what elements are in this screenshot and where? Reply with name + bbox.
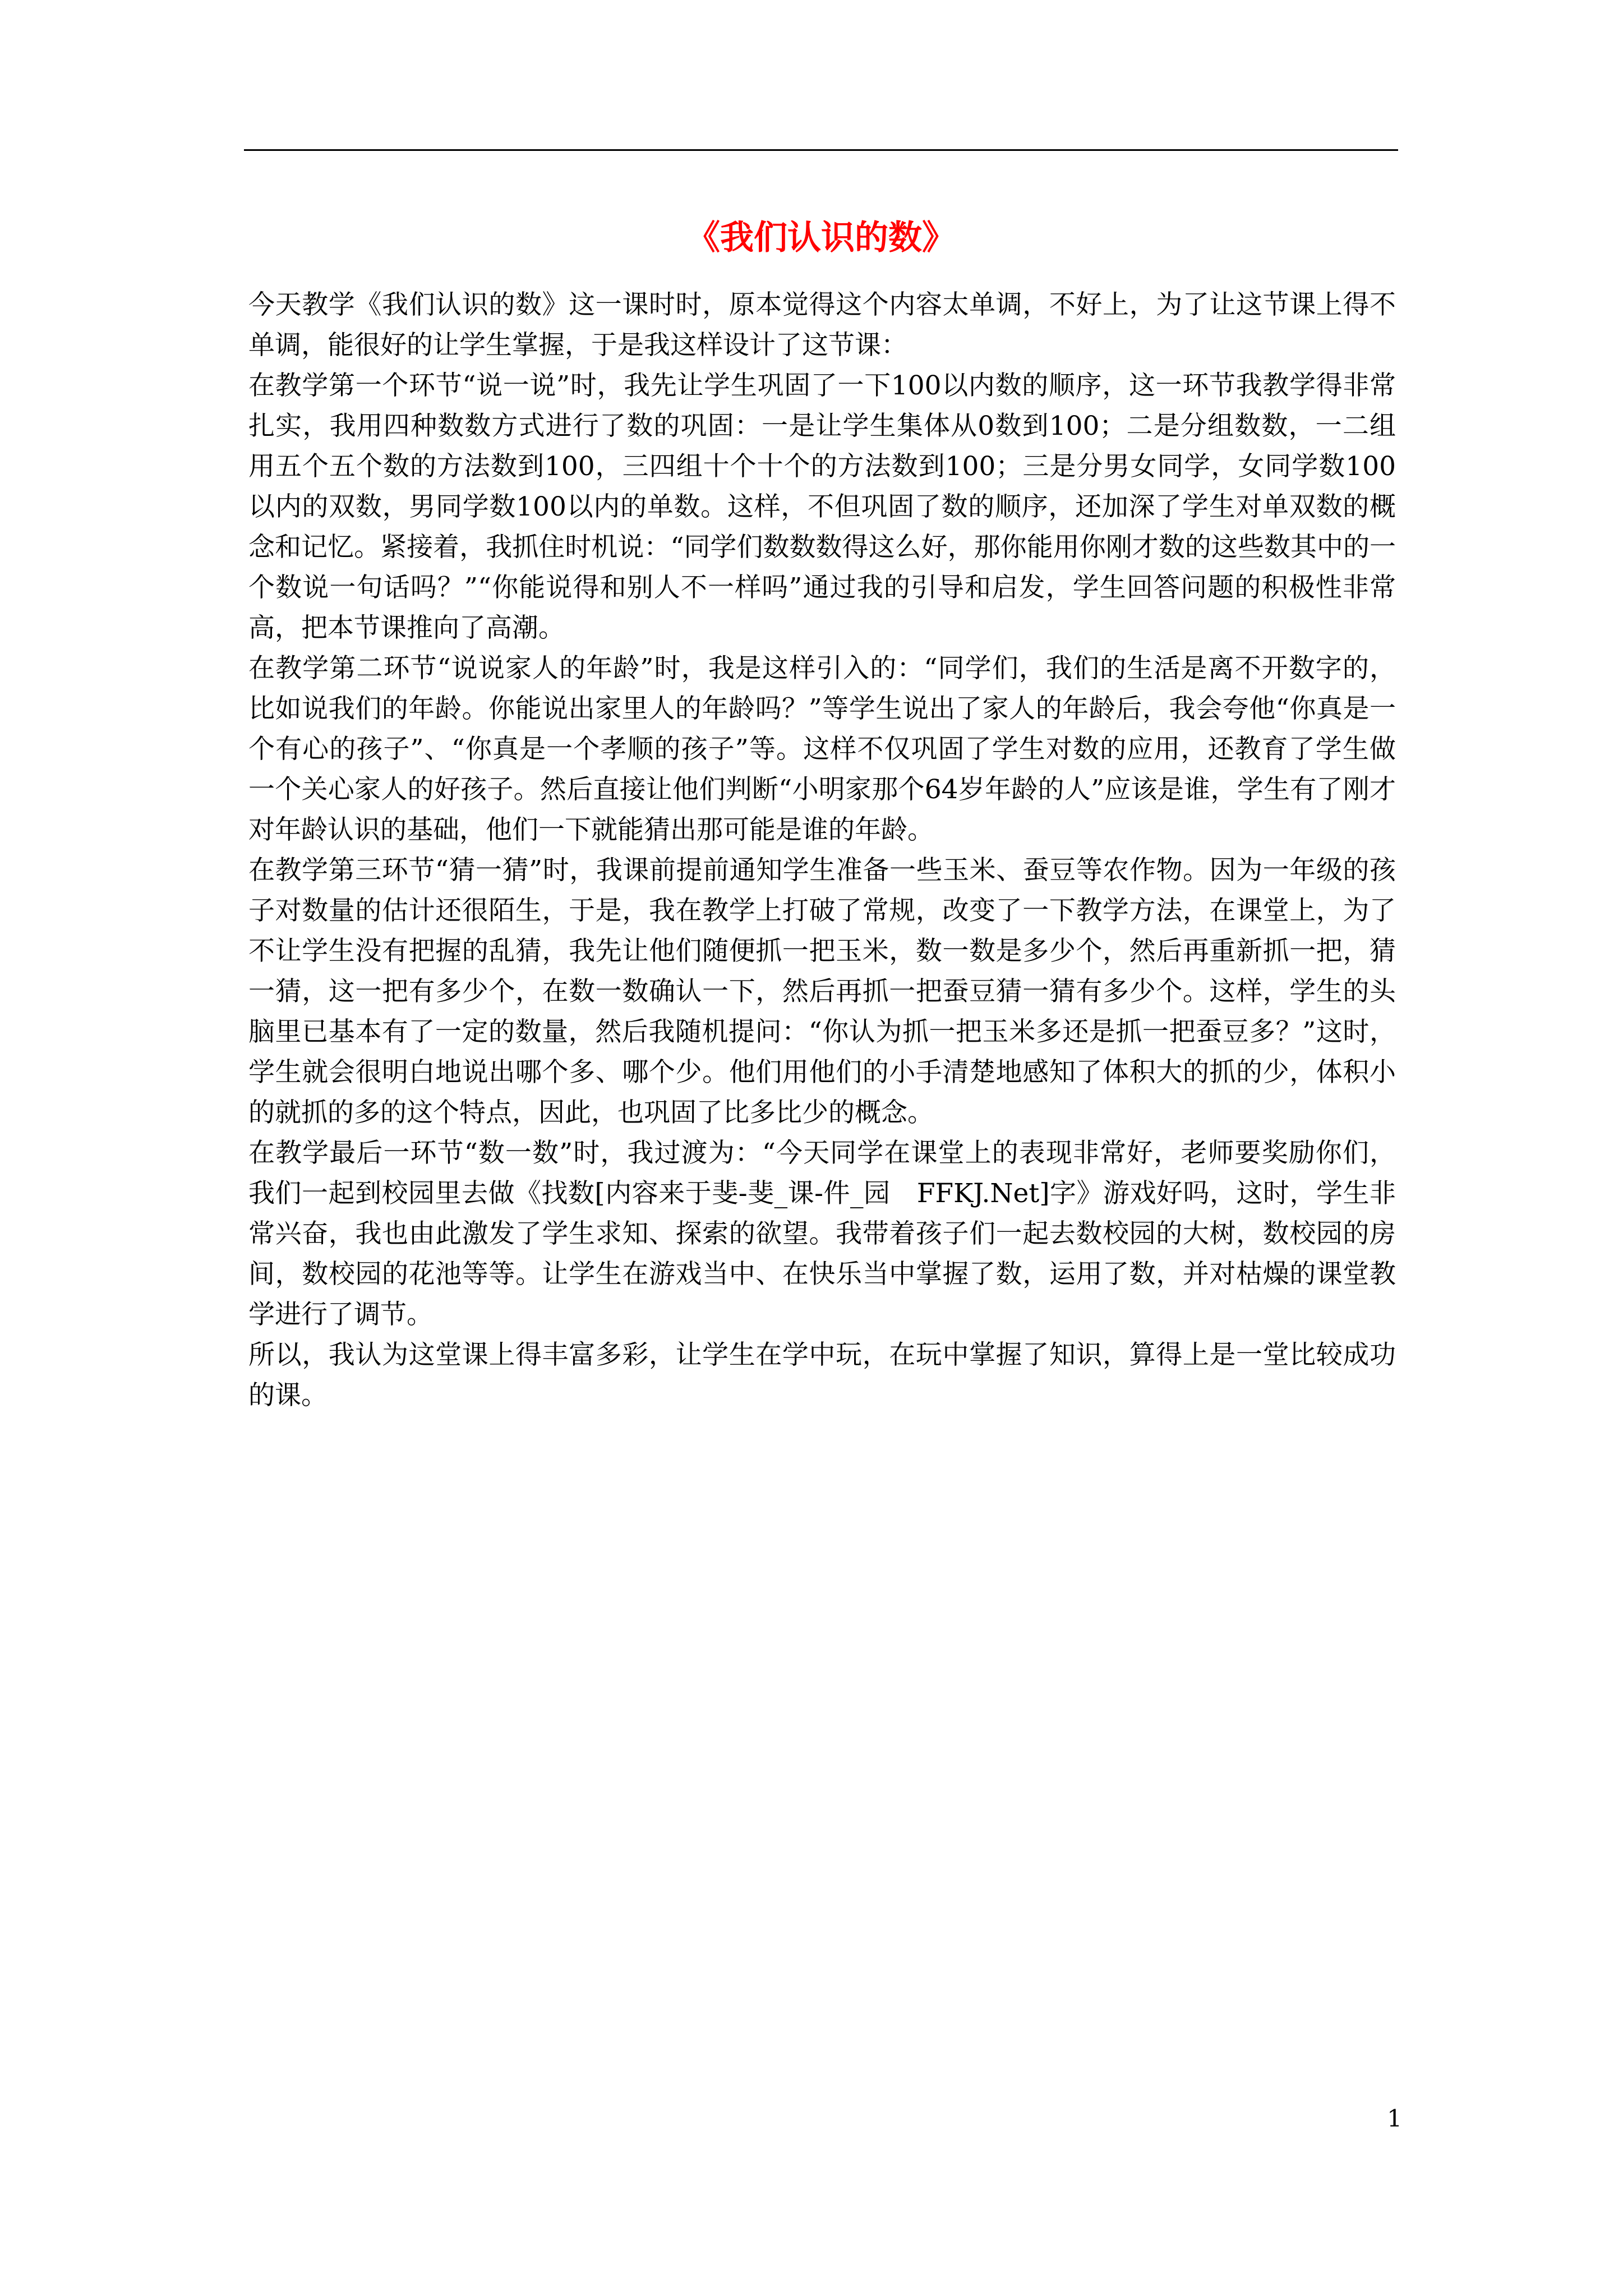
page-number: 1: [1387, 2105, 1402, 2132]
document-body: [248, 285, 1396, 1416]
header-rule: [244, 149, 1398, 151]
paragraph-section-three: 在教学第三环节“猜一猜”时，我课前提前通知学生准备一些玉米、蚕豆等农作物。因为一年级的孩子对数量的估计还很陌生，于是，我在教学上打破了常规，改变了一下教学方法，在课堂上，为了不让学生没有把握的乱猜，我先让他们随便抓一把玉米，数一数是多少个，然后再重新抓一把，猜一猜，这一把有多少个，在数一数确认一下，然后再抓一把蚕豆猜一猜有多少个。这样，学生的头脑里已基本有了一定的数量，然后我随机提问：“你认为抓一把玉米多还是抓一把蚕豆多？”这时，学生就会很明白地说出哪个多、哪个少。他们用他们的小手清楚地感知了体积大的抓的少，体积小的就抓的多的这个特点，因此，也巩固了比多比少的概念。: [248, 855, 1396, 1128]
paragraph-section-four: 在教学最后一环节“数一数”时，我过渡为：“今天同学在课堂上的表现非常好，老师要奖励你们，我们一起到校园里去做《找数[内容来于斐-斐_课-件_园 FFKJ.Net]字》游戏好吗，这时，学生非常兴奋，我也由此激发了学生求知、探索的欲望。我带着孩子们一起去数校园的大树，数校园的房间，数校园的花池等等。让学生在游戏当中、在快乐当中掌握了数，运用了数，并对枯燥的课堂教学进行了调节。: [248, 1138, 1396, 1330]
paragraph-section-one: 在教学第一个环节“说一说”时，我先让学生巩固了一下100以内数的顺序，这一环节我教学得非常扎实，我用四种数数方式进行了数的巩固：一是让学生集体从0数到100；二是分组数数，一二组用五个五个数的方法数到100，三四组十个十个的方法数到100；三是分男女同学，女同学数100以内的双数，男同学数100以内的单数。这样，不但巩固了数的顺序，还加深了学生对单双数的概念和记忆。紧接着，我抓住时机说：“同学们数数数得这么好，那你能用你刚才数的这些数其中的一个数说一句话吗？”“你能说得和别人不一样吗”通过我的引导和启发，学生回答问题的积极性非常高，把本节课推向了高潮。: [248, 370, 1396, 643]
document-title: 《我们认识的数》: [686, 218, 956, 257]
paragraph-section-two: 在教学第二环节“说说家人的年龄”时，我是这样引入的：“同学们，我们的生活是离不开数字的，比如说我们的年龄。你能说出家里人的年龄吗？”等学生说出了家人的年龄后，我会夸他“你真是一个有心的孩子”、“你真是一个孝顺的孩子”等。这样不仅巩固了学生对数的应用，还教育了学生做一个关心家人的好孩子。然后直接让他们判断“小明家那个64岁年龄的人”应该是谁，学生有了刚才对年龄认识的基础，他们一下就能猜出那可能是谁的年龄。: [248, 653, 1396, 845]
paragraph-intro: 今天教学《我们认识的数》这一课时时，原本觉得这个内容太单调，不好上，为了让这节课上得不单调，能很好的让学生掌握，于是我这样设计了这节课：: [248, 289, 1396, 361]
paragraph-conclusion: 所以，我认为这堂课上得丰富多彩，让学生在学中玩，在玩中掌握了知识，算得上是一堂比较成功的课。: [248, 1340, 1396, 1411]
